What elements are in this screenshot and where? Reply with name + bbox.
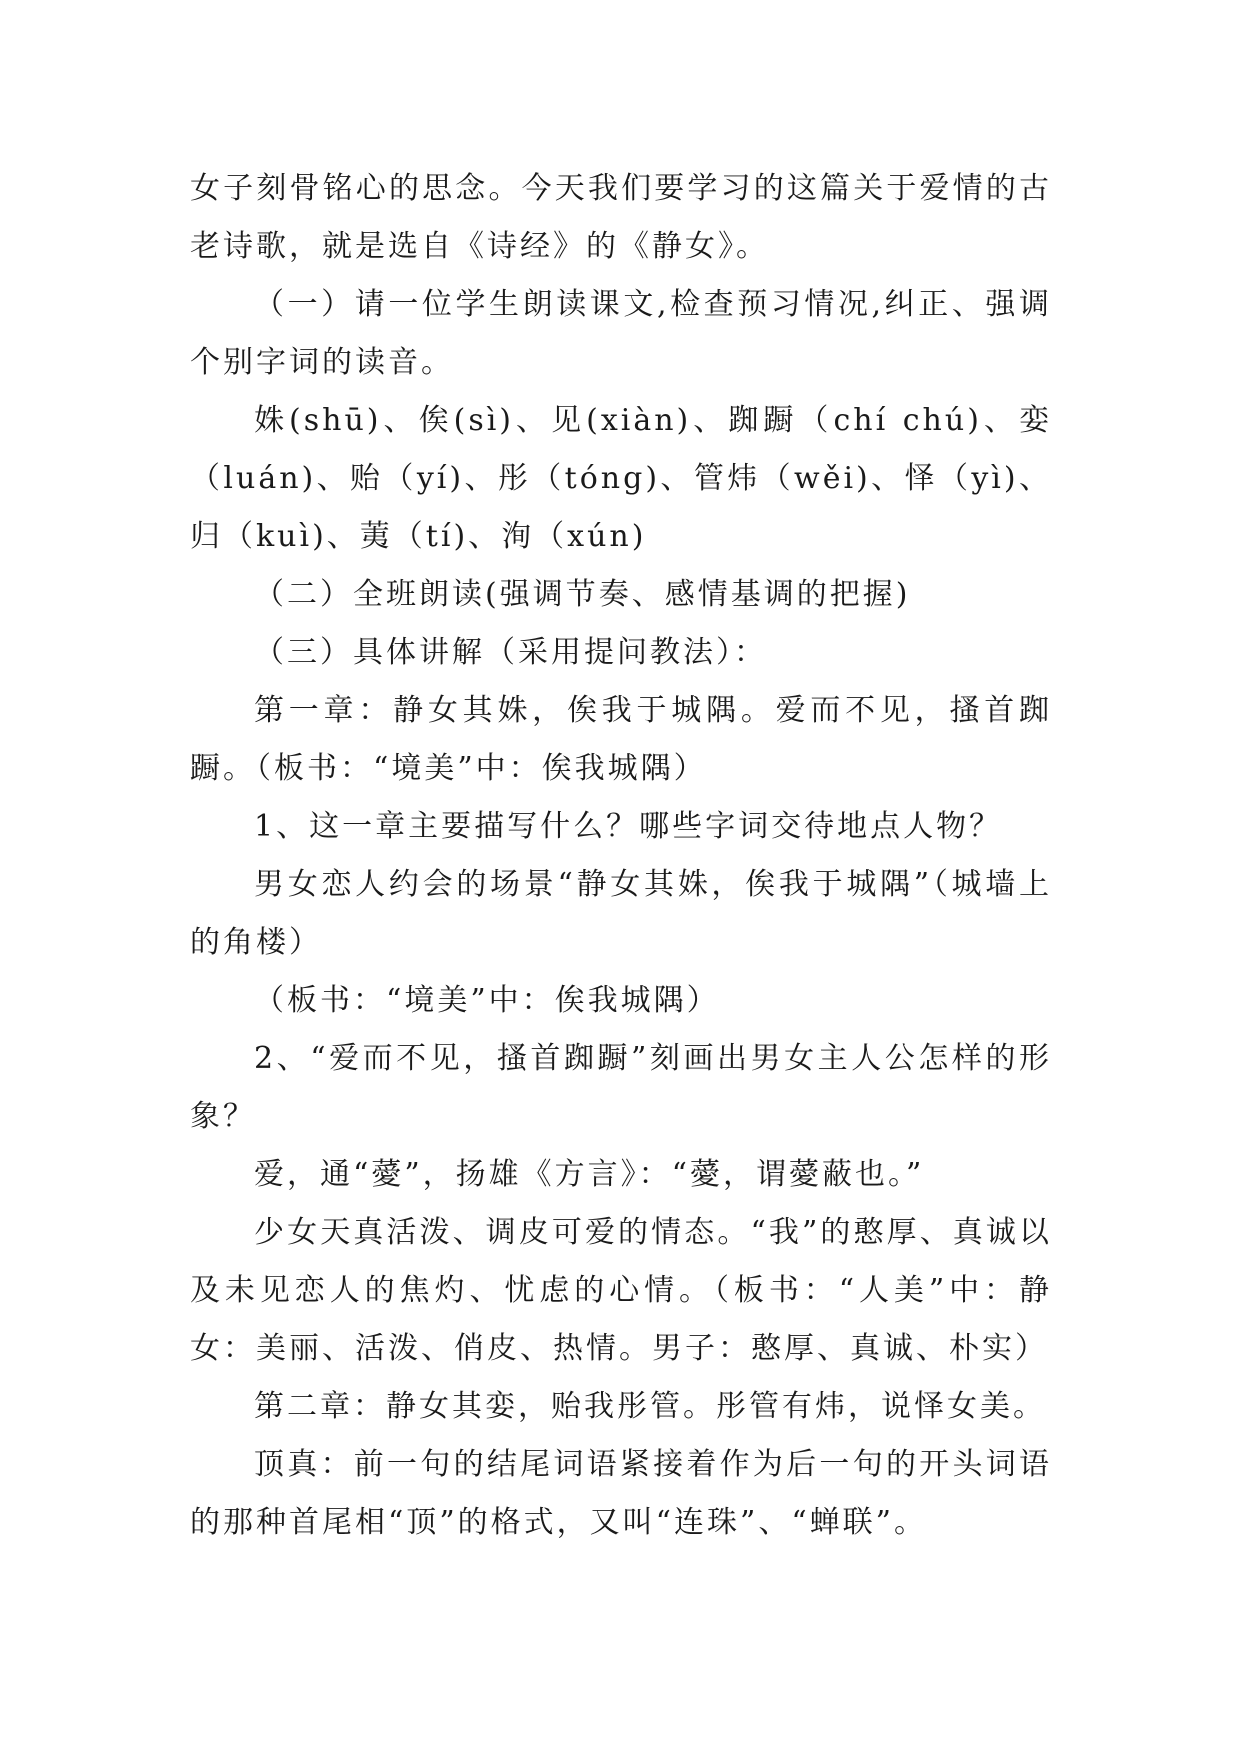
paragraph-word-note: 爱，通“薆”，扬雄《方言》：“薆，谓薆蔽也。” [254, 1157, 925, 1192]
paragraph-rhetoric-note: 顶真：前一句的结尾词语紧接着作为后一句的开头词语的那种首尾相“顶”的格式，又叫“连珠”、“蝉联”。 [190, 1447, 1052, 1540]
paragraph-answer-one: 男女恋人约会的场景“静女其姝，俟我于城隅”（城墙上的角楼） [190, 867, 1052, 960]
paragraph-pronunciation: 姝(shū)、俟(sì)、见(xiàn)、踟蹰（chí chú)、娈（luán)、贻（yí)、彤（tóng)、管炜（wěi)、怿（yì)、归（kuì)、荑（tí)、洵（xún) [190, 403, 1052, 554]
paragraph-answer-two: 少女天真活泼、调皮可爱的情态。“我”的憨厚、真诚以及未见恋人的焦灼、忧虑的心情。（板书：“人美”中：静女：美丽、活泼、俏皮、热情。男子：憨厚、真诚、朴实） [190, 1215, 1052, 1366]
paragraph-chapter-two: 第二章：静女其娈，贻我彤管。彤管有炜，说怿女美。 [254, 1389, 1046, 1424]
document-body [190, 160, 1052, 1552]
paragraph-chapter-one: 第一章：静女其姝，俟我于城隅。爱而不见，搔首踟蹰。（板书：“境美”中：俟我城隅） [190, 693, 1052, 786]
paragraph-step-three: （三）具体讲解（采用提问教法）： [254, 635, 767, 670]
paragraph-question-one: 1、这一章主要描写什么？哪些字词交待地点人物？ [254, 809, 1003, 844]
paragraph-intro: 女子刻骨铭心的思念。今天我们要学习的这篇关于爱情的古老诗歌，就是选自《诗经》的《静女》。 [190, 171, 1052, 264]
paragraph-question-two: 2、“爱而不见，搔首踟蹰”刻画出男女主人公怎样的形象？ [190, 1041, 1052, 1134]
paragraph-step-one: （一）请一位学生朗读课文,检查预习情况,纠正、强调个别字词的读音。 [190, 287, 1052, 380]
paragraph-step-two: （二）全班朗读(强调节奏、感情基调的把握) [254, 577, 911, 612]
paragraph-board-note: （板书：“境美”中：俟我城隅） [254, 983, 720, 1018]
